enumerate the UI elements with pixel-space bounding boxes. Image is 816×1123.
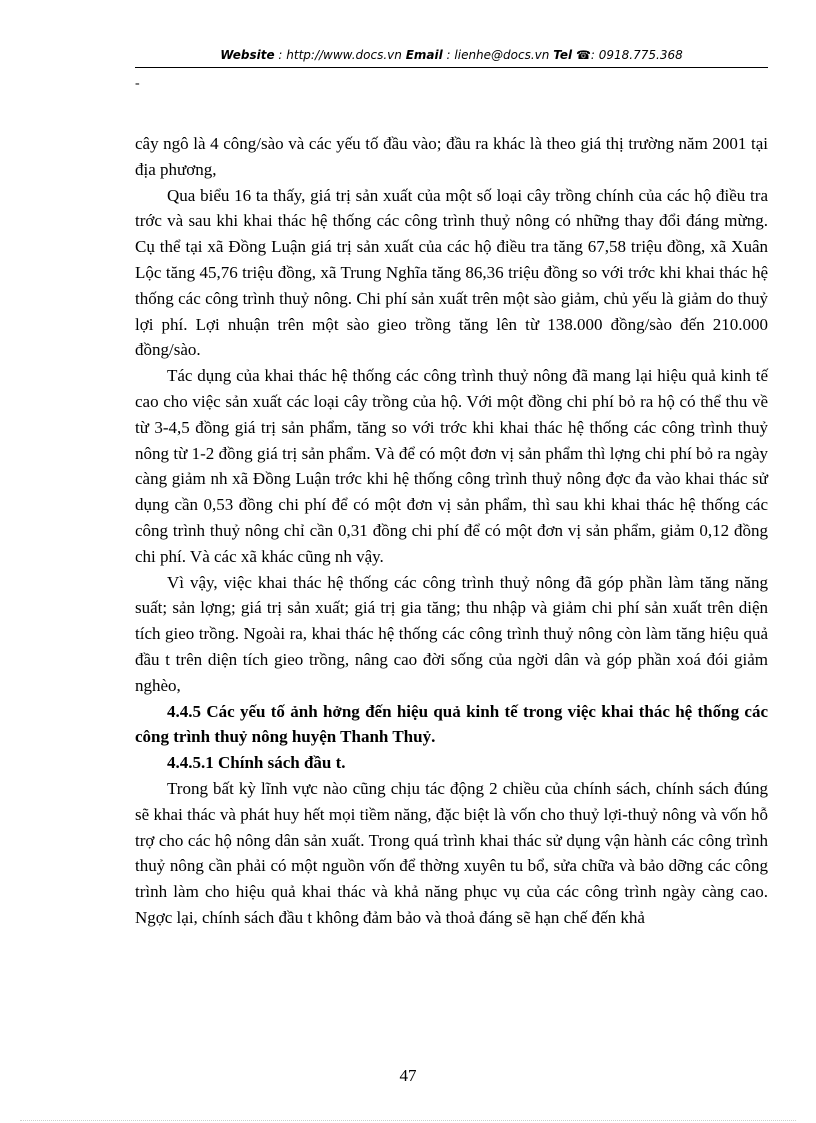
paragraph-5: Trong bất kỳ lĩnh vực nào cũng chịu tác động 2 chiều của chính sách, chính sách đúng sẽ khai thác và phát huy hết mọi tiềm năng, đặc biệt là vốn cho thuỷ lợi-thuỷ nông và vốn hỗ trợ cho các hộ nông dân sản xuất. Trong quá trình khai thác sử dụng vận hành các công trình thuỷ nông cần phải có một nguồn vốn để thờng xuyên tu bổ, sửa chữa và bảo dỡng các công trình làm cho hiệu quả khai thác và khả năng phục vụ của các công trình ngày càng cao. Ngợc lại, chính sách đầu t không đảm bảo và thoả đáng sẽ hạn chế đến khả xyxy=(135,778,768,927)
tel-label: Tel xyxy=(553,48,573,62)
paragraph-1: cây ngô là 4 công/sào và các yếu tố đầu vào; đầu ra khác là theo giá thị trường năm 2001 tại địa phương, xyxy=(135,134,768,179)
phone-icon: ☎ xyxy=(575,48,591,62)
paragraph-2: Qua biểu 16 ta thấy, giá trị sản xuất của một số loại cây trồng chính của các hộ điều tra trớc và sau khi khai thác hệ thống các công trình thuỷ nông có những thay đổi đáng mừng. Cụ thể tại xã Đồng Luận giá trị sản xuất của các hộ điều tra tăng 67,58 triệu đồng, xã Xuân Lộc tăng 45,76 triệu đồng, xã Trung Nghĩa tăng 86,36 triệu đồng so với trớc khi khai thác hệ thống các công trình thuỷ nông. Chi phí sản xuất trên một sào giảm, chủ yếu là giảm do thuỷ lợi phí. Lợi nhuận trên một sào gieo trồng tăng lên từ 138.000 đồng/sào đến 210.000 đồng/sào. xyxy=(135,185,768,360)
body-text xyxy=(135,131,768,931)
email-value: : lienhe@docs.vn xyxy=(446,48,550,62)
tel-value: : 0918.775.368 xyxy=(590,48,683,62)
paragraph-4: Vì vậy, việc khai thác hệ thống các công trình thuỷ nông đã góp phần làm tăng năng suất; sản lợng; giá trị sản xuất; giá trị gia tăng; thu nhập và giảm chi phí sản xuất trên diện tích gieo trồng. Ngoài ra, khai thác hệ thống các công trình thuỷ nông còn làm tăng hiệu quả đầu t trên diện tích gieo trồng, nâng cao đời sống của ngời dân và góp phần xoá đói giảm nghèo, xyxy=(135,572,768,695)
dash-marker: - xyxy=(135,76,140,91)
footer-divider xyxy=(20,1120,796,1121)
website-label: Website xyxy=(220,48,275,62)
subsection-heading: 4.4.5.1 Chính sách đầu t. xyxy=(167,753,346,773)
website-value: : http://www.docs.vn xyxy=(278,48,402,62)
email-label: Email xyxy=(405,48,443,62)
section-heading: 4.4.5 Các yếu tố ảnh hởng đến hiệu quả kinh tế trong việc khai thác hệ thống các công trình thuỷ nông huyện Thanh Thuỷ. xyxy=(135,701,768,747)
header-divider xyxy=(135,67,768,68)
page-number: 47 xyxy=(399,1066,417,1085)
paragraph-3: Tác dụng của khai thác hệ thống các công trình thuỷ nông đã mang lại hiệu quả kinh tế cao cho việc sản xuất các loại cây trồng của hộ. Với một đồng chi phí bỏ ra hộ có thể thu về từ 3-4,5 đồng giá trị sản phẩm, tăng so với trớc khi khai thác hệ thống các công trình thuỷ nông từ 1-2 đồng giá trị sản phẩm. Và để có một đơn vị sản phẩm thì lợng chi phí bỏ ra ngày càng giảm nh xã Đồng Luận trớc khi hệ thống công trình thuỷ nông đợc đa vào khai thác sử dụng cần 0,53 đồng chi phí để có một đơn vị sản phẩm, thì sau khi khai thác hệ thống các công trình thuỷ nông chỉ cần 0,31 đồng chi phí để có một đơn vị sản phẩm, giảm 0,12 đồng chi phí. Và các xã khác cũng nh vậy. xyxy=(135,366,768,566)
page-header xyxy=(135,46,768,64)
